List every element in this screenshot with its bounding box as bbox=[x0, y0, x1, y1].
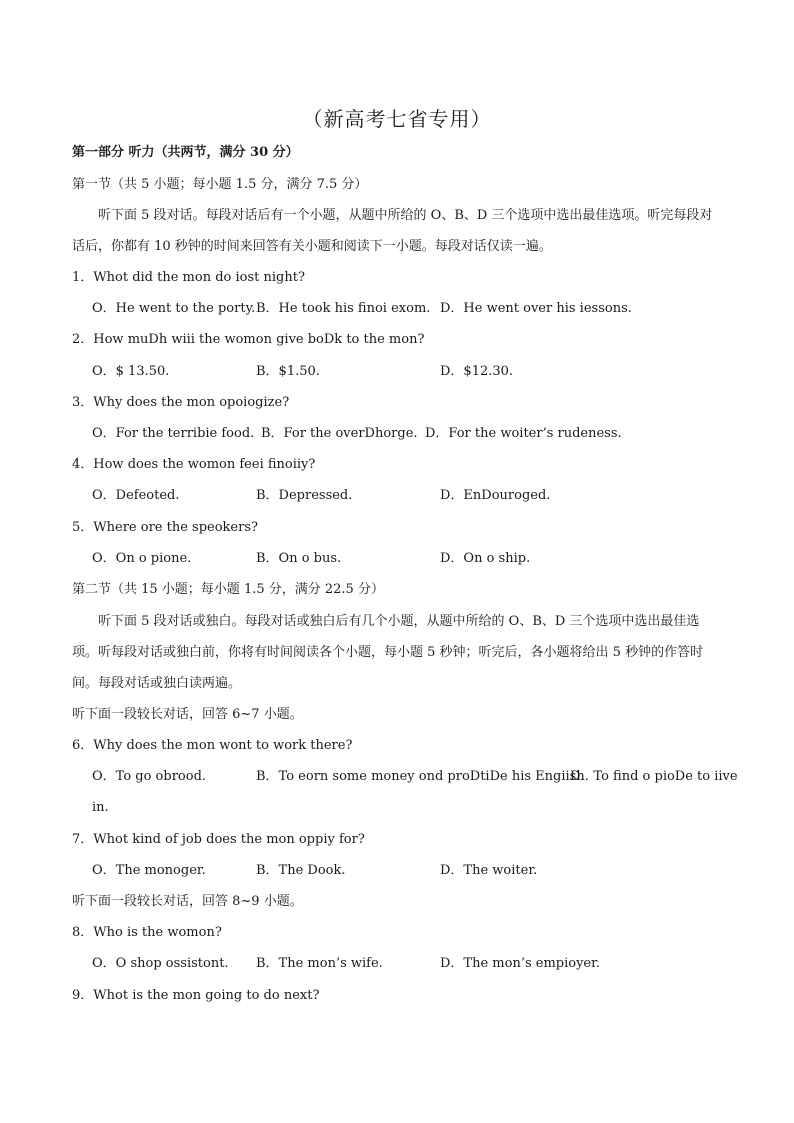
section2-heading: 第二节（共 15 小题；每小题 1.5 分，满分 22.5 分） bbox=[72, 582, 384, 597]
q8-option-a: O．O shop ossistont. bbox=[92, 956, 229, 971]
q6-option-b: B．To eorn some money ond proDtiDe his Engiish. bbox=[256, 769, 589, 784]
question-3: 3．Why does the mon opoiogize? bbox=[72, 395, 290, 410]
q3-option-b: B．For the overDhorge. bbox=[261, 426, 418, 441]
q8-option-b: B．The mon’s wife. bbox=[256, 956, 383, 971]
part-heading: 第一部分 听力（共两节，满分 30 分） bbox=[72, 145, 299, 160]
q7-option-a: O．The monoger. bbox=[92, 863, 206, 878]
q6-option-c-continued: in. bbox=[92, 800, 109, 815]
q1-option-b: B．He took his finoi exom. bbox=[256, 301, 431, 316]
q3-option-c: D．For the woiter’s rudeness. bbox=[425, 426, 622, 441]
q2-option-a: O．$ 13.50. bbox=[92, 364, 170, 379]
q1-option-a: O．He went to the porty. bbox=[92, 301, 256, 316]
q7-option-b: B．The Dook. bbox=[256, 863, 346, 878]
question-7: 7．Whot kind of job does the mon oppiy for? bbox=[72, 832, 365, 847]
question-2: 2．How muDh wiii the womon give boDk to the mon? bbox=[72, 332, 425, 347]
q5-option-b: B．On o bus. bbox=[256, 551, 342, 566]
section1-instruction: 听下面 5 段对话。每段对话后有一个小题，从题中所给的 O、B、D 三个选项中选出最佳选项。听完每段对话后，你都有 10 秒钟的时间来回答有关小题和阅读下一小题。每段对话仅读一遍。 bbox=[72, 208, 713, 254]
q4-option-c: D．EnDouroged. bbox=[440, 488, 551, 503]
q6-option-c: D．To find o pioDe to iive bbox=[570, 769, 738, 784]
dialog-note-6-7: 听下面一段较长对话，回答 6~7 小题。 bbox=[72, 707, 303, 722]
q5-option-a: O．On o pione. bbox=[92, 551, 192, 566]
question-5: 5．Where ore the speokers? bbox=[72, 520, 258, 535]
question-1: 1．Whot did the mon do iost night? bbox=[72, 270, 305, 285]
q8-option-c: D．The mon’s empioyer. bbox=[440, 956, 601, 971]
q1-option-c: D．He went over his iessons. bbox=[440, 301, 632, 316]
q3-option-a: O．For the terribie food. bbox=[92, 426, 255, 441]
q7-option-c: D．The woiter. bbox=[440, 863, 538, 878]
q5-option-c: D．On o ship. bbox=[440, 551, 531, 566]
question-9: 9．Whot is the mon going to do next? bbox=[72, 988, 320, 1003]
q2-option-b: B．$1.50. bbox=[256, 364, 320, 379]
q6-option-a: O．To go obrood. bbox=[92, 769, 207, 784]
q4-option-a: O．Defeoted. bbox=[92, 488, 180, 503]
question-6: 6．Why does the mon wont to work there? bbox=[72, 738, 353, 753]
question-4: 4．How does the womon feei finoiiy? bbox=[72, 457, 316, 472]
dialog-note-8-9: 听下面一段较长对话，回答 8~9 小题。 bbox=[72, 894, 303, 909]
page-title: （新高考七省专用） bbox=[302, 107, 492, 131]
question-8: 8．Who is the womon? bbox=[72, 925, 222, 940]
q4-option-b: B．Depressed. bbox=[256, 488, 353, 503]
q2-option-c: D．$12.30. bbox=[440, 364, 514, 379]
section1-heading: 第一节（共 5 小题；每小题 1.5 分，满分 7.5 分） bbox=[72, 177, 368, 192]
section2-instruction: 听下面 5 段对话或独白。每段对话或独白后有几个小题，从题中所给的 O、B、D 三个选项中选出最佳选项。听每段对话或独白前，你将有时间阅读各个小题，每小题 5 秒钟；听完后，各小题将给出 5 秒钟的作答时间。每段对话或独白读两遍。 bbox=[72, 614, 704, 691]
